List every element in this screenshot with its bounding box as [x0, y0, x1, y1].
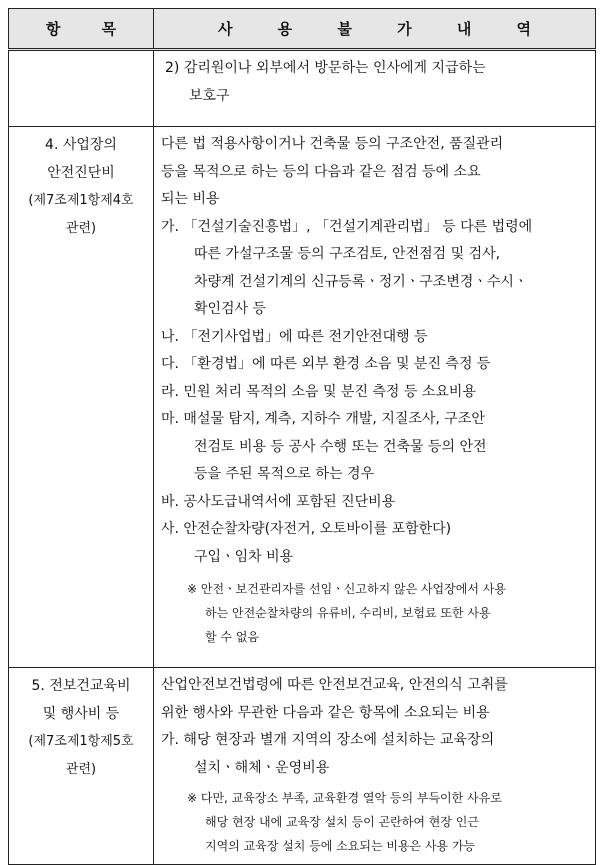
- section5-content-cell: [154, 668, 596, 865]
- section4-item-ma: 전검토 비용 등 공사 수행 또는 건축물 등의 안전: [194, 438, 487, 455]
- section5-intro: 위한 행사와 무관한 다음과 같은 항목에 소요되는 비용: [161, 704, 490, 721]
- section4-item-ra: 라. 민원 처리 목적의 소음 및 분진 측정 등 소요비용: [161, 383, 476, 400]
- section4-note: ※ 안전ㆍ보건관리자를 선임ㆍ신고하지 않은 사업장에서 사용: [187, 582, 506, 596]
- section4-item-ga: 확인검사 등: [194, 301, 267, 317]
- usage-table: [8, 8, 596, 865]
- section4-reference: (제7조제1항제4호: [28, 193, 134, 208]
- section4-intro: 다른 법 적용사항이거나 건축물 등의 구조안전, 품질관리: [161, 136, 504, 152]
- section4-item-da: 다. 「환경법」에 따른 외부 환경 소음 및 분진 측정 등: [161, 356, 491, 372]
- section5-item-ga: 가. 해당 현장과 별개 지역의 장소에 설치하는 교육장의: [161, 732, 495, 748]
- section4-content-cell: [154, 127, 596, 668]
- empty-cell: [9, 50, 154, 127]
- section4-item-ga: 가. 「건설기술진흥법」, 「건설기계관리법」 등 다른 법령에: [161, 218, 533, 235]
- section4-item-ba: 바. 공사도급내역서에 포함된 진단비용: [161, 493, 396, 510]
- section4-note: 할 수 없음: [205, 630, 259, 644]
- table-row-section5: [9, 668, 596, 865]
- header-item: 항 목: [9, 9, 154, 50]
- header-disallowed: 사 용 불 가 내 역: [154, 9, 596, 50]
- section4-item-ma: 마. 매설물 탐지, 계측, 지하수 개발, 지질조사, 구조안: [161, 411, 485, 427]
- section4-reference: 관련): [65, 221, 97, 236]
- section4-title: 안전진단비: [47, 165, 115, 181]
- section5-note: 해당 현장 내에 교육장 설치 등이 곤란하여 현장 인근: [205, 815, 479, 829]
- section4-item-sa: 구입ㆍ임차 비용: [194, 548, 294, 565]
- section4-item-ma: 등을 주된 목적으로 하는 경우: [194, 466, 375, 482]
- section5-title: 및 행사비 등: [42, 706, 120, 722]
- section4-intro: 등을 목적으로 하는 등의 다음과 같은 점검 등에 소요: [161, 163, 481, 180]
- section4-item-ga: 차량계 건설기계의 신규등록ㆍ정기ㆍ구조변경ㆍ수시ㆍ: [194, 273, 528, 290]
- continuation-line: 보호구: [189, 87, 230, 104]
- section4-item-sa: 사. 안전순찰차량(자전거, 오토바이를 포함한다): [161, 521, 452, 537]
- continuation-line: 2) 감리원이나 외부에서 방문하는 인사에게 지급하는: [165, 60, 486, 76]
- section5-intro: 산업안전보건법령에 따른 안전보건교육, 안전의식 고취를: [161, 677, 508, 693]
- section5-note: 지역의 교육장 설치 등에 소요되는 비용은 사용 가능: [205, 839, 476, 853]
- section4-note: 하는 안전순찰차량의 유류비, 수리비, 보험료 또한 사용: [205, 606, 491, 620]
- section4-item-na: 나. 「전기사업법」에 따른 전기안전대행 등: [161, 328, 428, 345]
- section4-title-cell: [9, 127, 154, 668]
- table-row-continuation: [9, 50, 596, 127]
- section5-note: ※ 다만, 교육장소 부족, 교육환경 열악 등의 부득이한 사유로: [187, 791, 502, 805]
- section4-intro: 되는 비용: [161, 191, 220, 207]
- section5-item-ga: 설치ㆍ해체ㆍ운영비용: [194, 759, 330, 776]
- section5-reference: (제7조제1항제5호: [28, 734, 134, 749]
- table-row-section4: [9, 127, 596, 668]
- section4-title: 4. 사업장의: [45, 137, 117, 153]
- section5-title: 5. 전보건교육비: [31, 678, 131, 694]
- continuation-cell: [154, 50, 596, 127]
- section5-reference: 관련): [65, 762, 97, 777]
- table-header-row: [9, 9, 596, 50]
- section4-item-ga: 따른 가설구조물 등의 구조검토, 안전점검 및 검사,: [194, 246, 501, 262]
- section5-title-cell: [9, 668, 154, 865]
